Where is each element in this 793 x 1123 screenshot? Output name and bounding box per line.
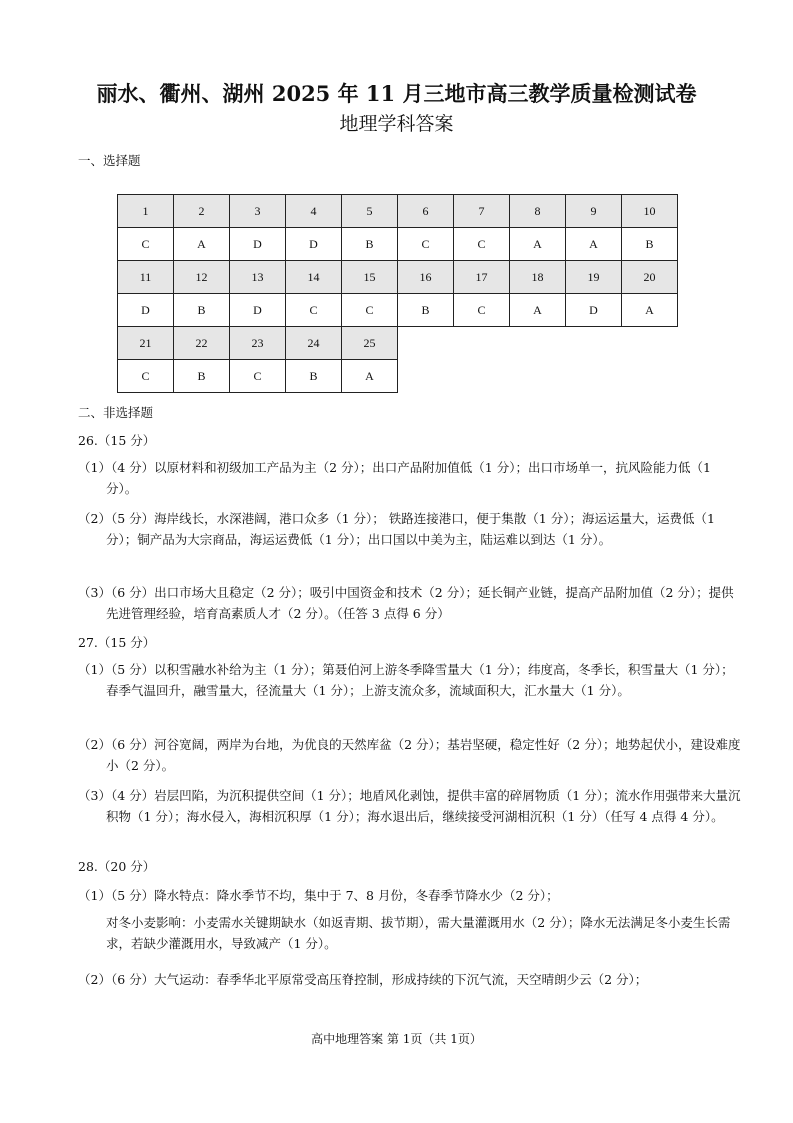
question-number: 23	[230, 327, 286, 360]
table-row-answers-3	[118, 360, 678, 393]
empty-cell	[566, 327, 622, 360]
empty-cell	[398, 327, 454, 360]
table-row-numbers-1	[118, 195, 678, 228]
empty-cell	[622, 360, 678, 393]
question-27-part-2: （2）（6 分）河谷宽阔，两岸为台地，为优良的天然库盆（2 分）；基岩坚硬，稳定性好（2 分）；地势起伏小，建设难度小（2 分）。	[78, 737, 741, 773]
empty-cell	[622, 327, 678, 360]
question-28-part-1: （1）（5 分）降水特点：降水季节不均，集中于 7、8 月份，冬春季节降水少（2 分）；	[78, 888, 559, 903]
answer-cell: C	[118, 228, 174, 261]
question-number: 12	[174, 261, 230, 294]
question-28-part-1-effect: 对冬小麦影响：小麦需水关键期缺水（如返青期、拔节期），需大量灌溉用水（2 分）；降水无法满足冬小麦生长需求，若缺少灌溉用水，导致减产（1 分）。	[106, 915, 731, 951]
answer-cell: C	[286, 294, 342, 327]
answer-cell: A	[510, 294, 566, 327]
question-27-part-1: （1）（5 分）以积雪融水补给为主（1 分）；第聂伯河上游冬季降雪量大（1 分）；纬度高，冬季长，积雪量大（1 分）；春季气温回升，融雪量大，径流量大（1 分）；上游支流众多，流域面积大，汇水量大（1 分）。	[78, 662, 734, 698]
question-number: 4	[286, 195, 342, 228]
section-choice-label: 一、选择题	[78, 153, 141, 168]
table-row-numbers-3	[118, 327, 678, 360]
page-footer: 高中地理答案 第 1页（共 1页）	[311, 1032, 482, 1046]
empty-cell	[398, 360, 454, 393]
question-26-part-1: （1）（4 分）以原材料和初级加工产品为主（2 分）；出口产品附加值低（1 分）；出口市场单一，抗风险能力低（1 分）。	[78, 460, 711, 496]
question-number: 8	[510, 195, 566, 228]
answer-cell: C	[398, 228, 454, 261]
table-row-answers-2	[118, 294, 678, 327]
question-number: 21	[118, 327, 174, 360]
question-number: 6	[398, 195, 454, 228]
question-number: 7	[454, 195, 510, 228]
page-subtitle: 地理学科答案	[339, 113, 454, 135]
question-number: 11	[118, 261, 174, 294]
empty-cell	[454, 360, 510, 393]
empty-cell	[566, 360, 622, 393]
answer-table	[117, 194, 678, 393]
empty-cell	[510, 327, 566, 360]
question-number: 14	[286, 261, 342, 294]
question-number: 2	[174, 195, 230, 228]
empty-cell	[510, 360, 566, 393]
answer-cell: B	[174, 294, 230, 327]
answer-cell: B	[398, 294, 454, 327]
section-nonchoice-label: 二、非选择题	[78, 405, 154, 420]
question-number: 24	[286, 327, 342, 360]
question-number: 1	[118, 195, 174, 228]
answer-cell: D	[286, 228, 342, 261]
question-number: 3	[230, 195, 286, 228]
question-28-part-2: （2）（6 分）大气运动：春季华北平原常受高压脊控制，形成持续的下沉气流，天空晴朗少云（2 分）；	[78, 972, 648, 987]
question-number: 15	[342, 261, 398, 294]
answer-cell: A	[510, 228, 566, 261]
table-row-numbers-2	[118, 261, 678, 294]
answer-cell: D	[230, 294, 286, 327]
answer-cell: B	[286, 360, 342, 393]
page-title: 丽水、衢州、湖州 2025 年 11 月三地市高三教学质量检测试卷	[96, 81, 697, 106]
answer-cell: C	[454, 294, 510, 327]
answer-cell: B	[622, 228, 678, 261]
empty-cell	[454, 327, 510, 360]
question-number: 19	[566, 261, 622, 294]
question-number: 17	[454, 261, 510, 294]
question-number: 5	[342, 195, 398, 228]
question-number: 18	[510, 261, 566, 294]
question-26-part-2: （2）（5 分）海岸线长，水深港阔，港口众多（1 分）； 铁路连接港口，便于集散（1 分）；海运运量大，运费低（1 分）；铜产品为大宗商品，海运运费低（1 分）；出口国以中美为主，陆运难以到达（1 分）。	[78, 511, 715, 547]
question-27-heading: 27.（15 分）	[78, 635, 156, 650]
table-row-answers-1	[118, 228, 678, 261]
answer-cell: B	[342, 228, 398, 261]
question-number: 10	[622, 195, 678, 228]
question-number: 20	[622, 261, 678, 294]
answer-cell: A	[566, 228, 622, 261]
question-26-part-3: （3）（6 分）出口市场大且稳定（2 分）；吸引中国资金和技术（2 分）；延长铜产业链，提高产品附加值（2 分）；提供先进管理经验，培育高素质人才（2 分）。（任答 3 点得 6 分）	[78, 585, 734, 621]
question-number: 13	[230, 261, 286, 294]
question-28-heading: 28.（20 分）	[78, 859, 156, 874]
question-number: 16	[398, 261, 454, 294]
answer-cell: C	[342, 294, 398, 327]
answer-cell: C	[230, 360, 286, 393]
answer-cell: B	[174, 360, 230, 393]
question-26-heading: 26.（15 分）	[78, 433, 156, 448]
answer-cell: D	[230, 228, 286, 261]
answer-cell: D	[566, 294, 622, 327]
answer-cell: A	[342, 360, 398, 393]
answer-cell: D	[118, 294, 174, 327]
question-27-part-3: （3）（4 分）岩层凹陷，为沉积提供空间（1 分）；地盾风化剥蚀，提供丰富的碎屑物质（1 分）；流水作用强带来大量沉积物（1 分）；海水侵入，海相沉积厚（1 分）；海水退出后，继续接受河湖相沉积（1 分）（任写 4 点得 4 分）。	[78, 788, 741, 824]
answer-cell: C	[454, 228, 510, 261]
question-number: 9	[566, 195, 622, 228]
answer-cell: A	[622, 294, 678, 327]
question-number: 25	[342, 327, 398, 360]
question-number: 22	[174, 327, 230, 360]
answer-cell: A	[174, 228, 230, 261]
answer-cell: C	[118, 360, 174, 393]
